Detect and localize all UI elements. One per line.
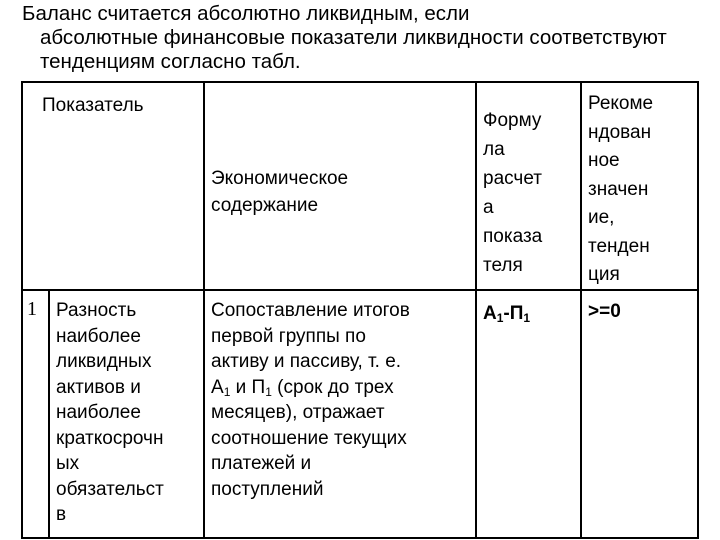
table-border-bottom [21,537,699,539]
row-economic-content [211,298,410,502]
row-formula [483,300,530,327]
formula-a: А [483,303,497,324]
formula-a-sub: 1 [496,311,504,325]
header-indicator: Показатель [42,95,144,116]
col-divider-num [48,289,50,539]
col-divider-3 [580,81,582,539]
row-number: 1 [27,298,37,320]
formula-minus-p: -П [503,303,524,324]
table-border-right [697,81,699,539]
table-border-left [21,81,23,539]
economic-a-sub: 1 [223,384,231,399]
col-divider-2 [475,81,477,539]
header-economic-content: Экономическое содержание [211,168,349,216]
formula-p-sub: 1 [523,311,531,325]
header-recommended: Рекоме ндован ное значен ие, тенден ция [588,93,654,285]
economic-and-p: и П [230,376,266,398]
intro-line-1: Баланс считается абсолютно ликвидным, если [22,2,470,25]
economic-a: А [211,376,224,398]
header-formula: Форму ла расчет а показа теля [483,110,543,276]
row-indicator: Разность наиболее ликвидных активов и наиболее краткосрочн ых обязательст в [56,300,164,525]
economic-p-sub: 1 [265,384,272,399]
intro-text [22,2,702,74]
col-divider-1 [203,81,205,539]
intro-line-2: абсолютные финансовые показатели ликвидности соответствуют тенденциям согласно табл. [40,26,667,73]
economic-part-2: (срок до трех месяцев), отражает соотношение текущих платежей и поступлений [211,376,407,500]
row-recommended: >=0 [588,301,621,322]
table-border-top [21,81,699,83]
economic-part-1: Сопоставление итогов первой группы по активу и пассиву, т. е. [211,300,410,372]
